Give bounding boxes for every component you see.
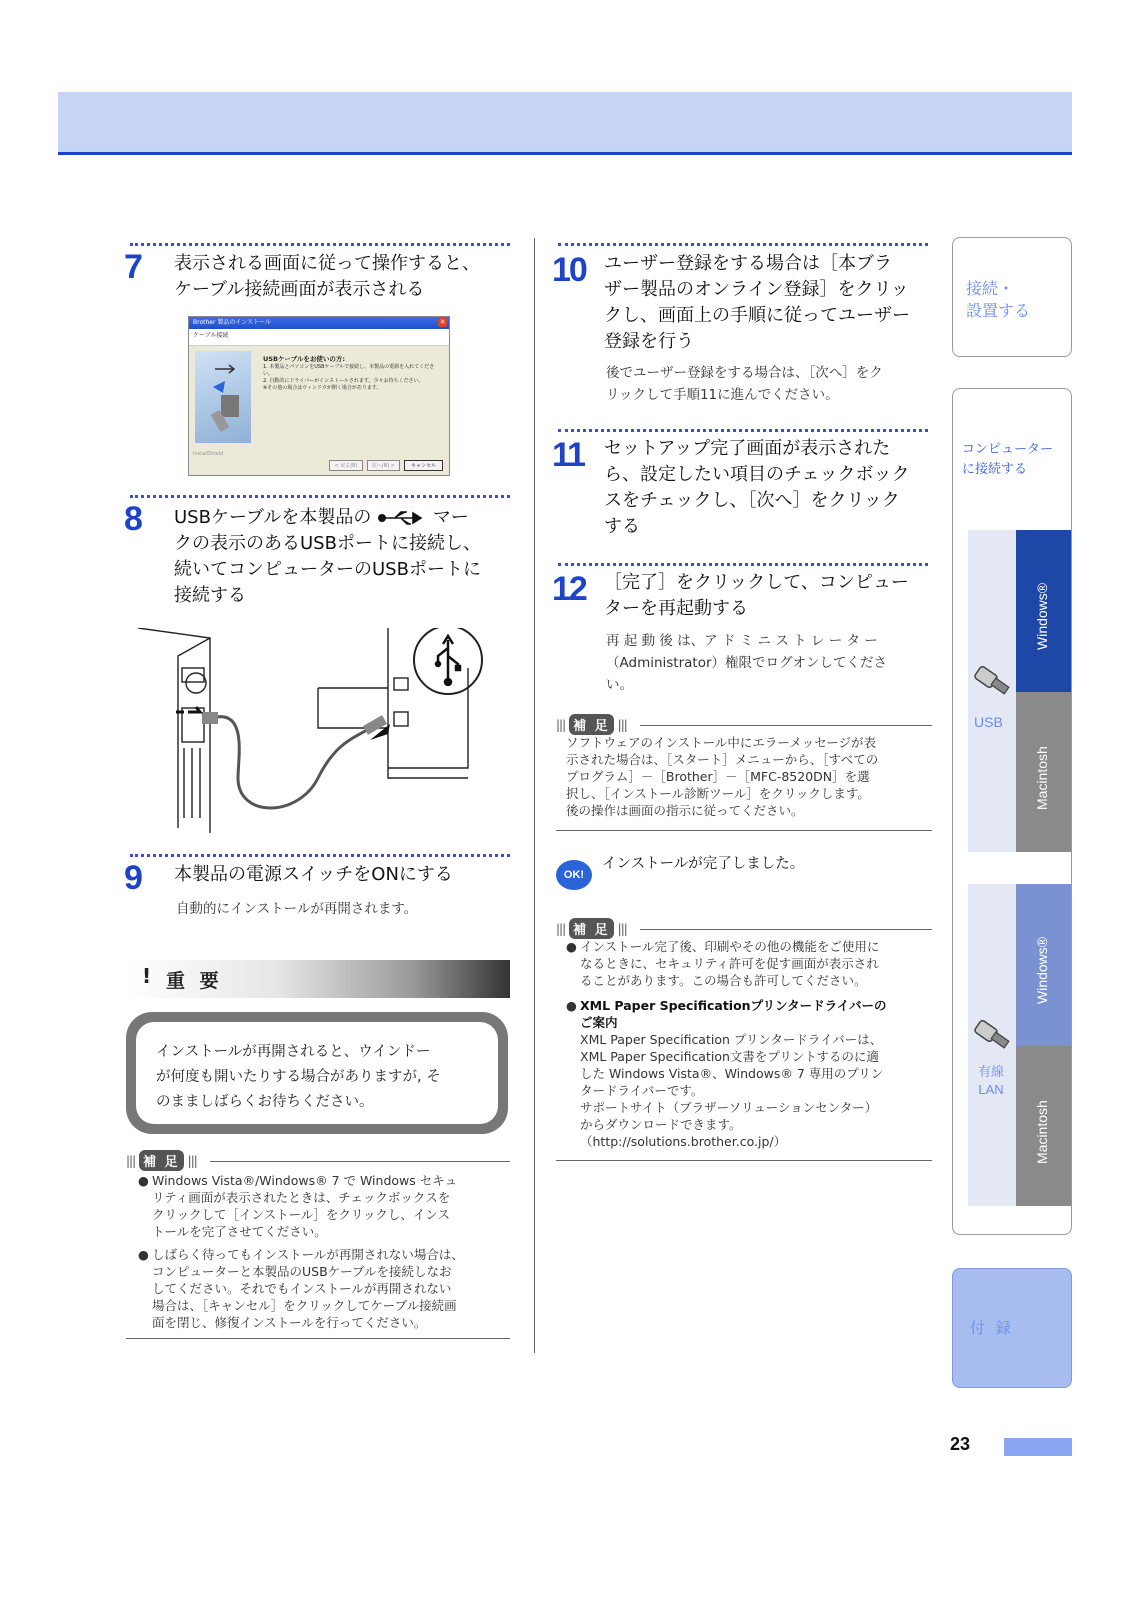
list-item: ● インストール完了後、印刷やその他の機能をご使用に なるときに、セキュリティ許可を促す画面が表示され ることがあります。この場合も許可してください。	[566, 938, 936, 989]
divider	[130, 495, 510, 498]
hokan-bars-icon: |||	[617, 717, 627, 732]
divider	[558, 429, 928, 432]
rule	[556, 830, 932, 831]
installer-screenshot	[188, 316, 450, 476]
important-box	[126, 1012, 508, 1134]
divider	[558, 563, 928, 566]
important-title: 重 要	[166, 970, 223, 992]
step-number: 9	[124, 859, 141, 897]
hokan-bars-icon: |||	[556, 717, 566, 732]
rule	[210, 1161, 510, 1162]
hokan-bars-icon: |||	[617, 921, 627, 936]
hokan-heading: ||| 補 足 |||	[556, 918, 627, 939]
hokan-left-content	[138, 1172, 510, 1331]
step-number: 7	[124, 248, 141, 286]
tab-lan-windows[interactable]: Windows®	[1016, 884, 1071, 1046]
page-number-bar	[1004, 1438, 1072, 1456]
tab-usb-windows[interactable]: Windows®	[1016, 530, 1071, 692]
tab-lan-macintosh[interactable]: Macintosh	[1016, 1046, 1071, 1206]
step8-title: USBケーブルを本製品の マー クの表示のあるUSBポートに接続し、 続いてコンピューターのUSBポートに 接続する	[174, 507, 481, 606]
titlebar: Brother 製品のインストール ✕	[189, 317, 449, 329]
divider	[130, 854, 510, 857]
tab-usb-macintosh[interactable]: Macintosh	[1016, 692, 1071, 852]
next-button[interactable]: 次へ(N) >	[367, 460, 400, 471]
lan-label: 有線 LAN	[978, 1065, 1005, 1097]
back-button[interactable]: < 戻る(B)	[329, 460, 362, 471]
screenshot-buttons	[329, 460, 443, 471]
screenshot-subtitle: ケーブル接続	[189, 329, 449, 346]
screenshot-body: USBケーブルをお使いの方: 1. 本製品とパソコンをUSBケーブルで接続し、本製品の電源を入れてください。 2. 自動的にドライバーがインストールされます。少々お待ちください。 ※その他の場合はウィンドウが開く場合があります。	[263, 355, 435, 391]
hokan-heading: ||| 補 足 |||	[126, 1150, 197, 1171]
step10-note: 後でユーザー登録をする場合は、［次へ］をク リックして手順11に進んでください。	[606, 365, 883, 403]
important-text: インストールが再開されると、ウインドー が何度も開いたりする場合がありますが, そ のまましばらくお待ちください。	[136, 1022, 498, 1124]
step7-title: 表示される画面に従って操作すると、 ケーブル接続画面が表示される	[174, 253, 480, 300]
step-number: 8	[124, 500, 141, 538]
ok-text: インストールが完了しました。	[602, 856, 805, 872]
rule	[640, 929, 932, 930]
page-number: 23	[950, 1434, 971, 1454]
rule	[126, 1338, 510, 1339]
screenshot-footer: InstallShield	[193, 451, 224, 457]
rule	[556, 1160, 932, 1161]
column-separator	[534, 238, 535, 1353]
step11-title: セットアップ完了画面が表示された ら、設定したい項目のチェックボック スをチェックし、［次へ］をクリック する	[604, 438, 910, 537]
step-number: 12	[552, 570, 586, 608]
step12-title: ［完了］をクリックして、コンピュー ターを再起動する	[604, 572, 909, 619]
list-item: ● しばらく待ってもインストールが再開されない場合は、 コンピューターと本製品のUSBケーブルを接続しなお してください。それでもインストールが再開されない 場合は、［キャンセル］をクリックしてケーブル接続画 面を閉じ、修復インストールを行ってください。	[138, 1246, 510, 1331]
header-banner	[58, 92, 1072, 155]
divider	[558, 243, 928, 246]
step9-note: 自動的にインストールが再開されます。	[176, 901, 418, 917]
usb-connection-illustration	[138, 628, 510, 838]
hokan-right1-content: ソフトウェアのインストール中にエラーメッセージが表 示された場合は、［スタート］メニューから、［すべての プログラム］－［Brother］－［MFC-8520DN］を選 択し、［インストール診断ツール］をクリックします。 後の操作は画面の指示に従ってください。	[566, 735, 879, 818]
close-icon[interactable]: ✕	[439, 318, 446, 326]
ok-badge-icon: OK!	[556, 860, 592, 890]
usb-cable-icon	[972, 664, 1016, 704]
hokan-bars-icon: |||	[187, 1153, 197, 1168]
step-number: 10	[552, 251, 586, 289]
hokan-right2-content	[566, 938, 936, 1150]
rule	[640, 725, 932, 726]
step12-note: 再 起 動 後 は、ア ド ミ ニ ス ト レ ー タ ー （Administrator）権限でログオンしてくださ い。	[606, 633, 888, 693]
list-item: ● Windows Vista®/Windows® 7 で Windows セキュ リティ画面が表示されたときは、チェックボックスを クリックして［インストール］をクリックし、インス トールを完了させてください。	[138, 1172, 510, 1240]
list-item: ● XML Paper Specificationプリンタードライバーの ご案内 XML Paper Specification プリンタードライバーは、 XML Paper Specification文書をプリントするのに適 した Windows Vista®、Windows® 7 専用のプリン タードライバーです。 サポートサイト（ブラザーソリューションセンター） からダウンロードできます。 （http://solutions.brother.co.jp/）	[566, 997, 936, 1150]
important-header	[124, 960, 510, 998]
tab-connect-computer-label: コンピューター に接続する	[962, 442, 1054, 477]
cancel-button[interactable]: キャンセル	[404, 460, 443, 471]
usb-label: USB	[974, 714, 1003, 730]
hokan-heading: ||| 補 足 |||	[556, 714, 627, 735]
warning-icon: !	[142, 964, 152, 988]
step10-title: ユーザー登録をする場合は［本ブラ ザー製品のオンライン登録］をクリッ クし、画面上の手順に従ってユーザー 登録を行う	[604, 253, 910, 352]
tab-connect-install-label: 接続・ 設置する	[966, 279, 1031, 320]
lan-cable-icon	[972, 1018, 1016, 1058]
step9-title: 本製品の電源スイッチをONにする	[174, 864, 453, 885]
step-number: 11	[552, 436, 584, 474]
divider	[130, 243, 510, 246]
hokan-bars-icon: |||	[556, 921, 566, 936]
hokan-bars-icon: |||	[126, 1153, 136, 1168]
usb-plug-illustration	[195, 351, 251, 443]
usb-symbol-icon	[377, 510, 427, 526]
tab-appendix-label: 付 録	[970, 1319, 1014, 1337]
